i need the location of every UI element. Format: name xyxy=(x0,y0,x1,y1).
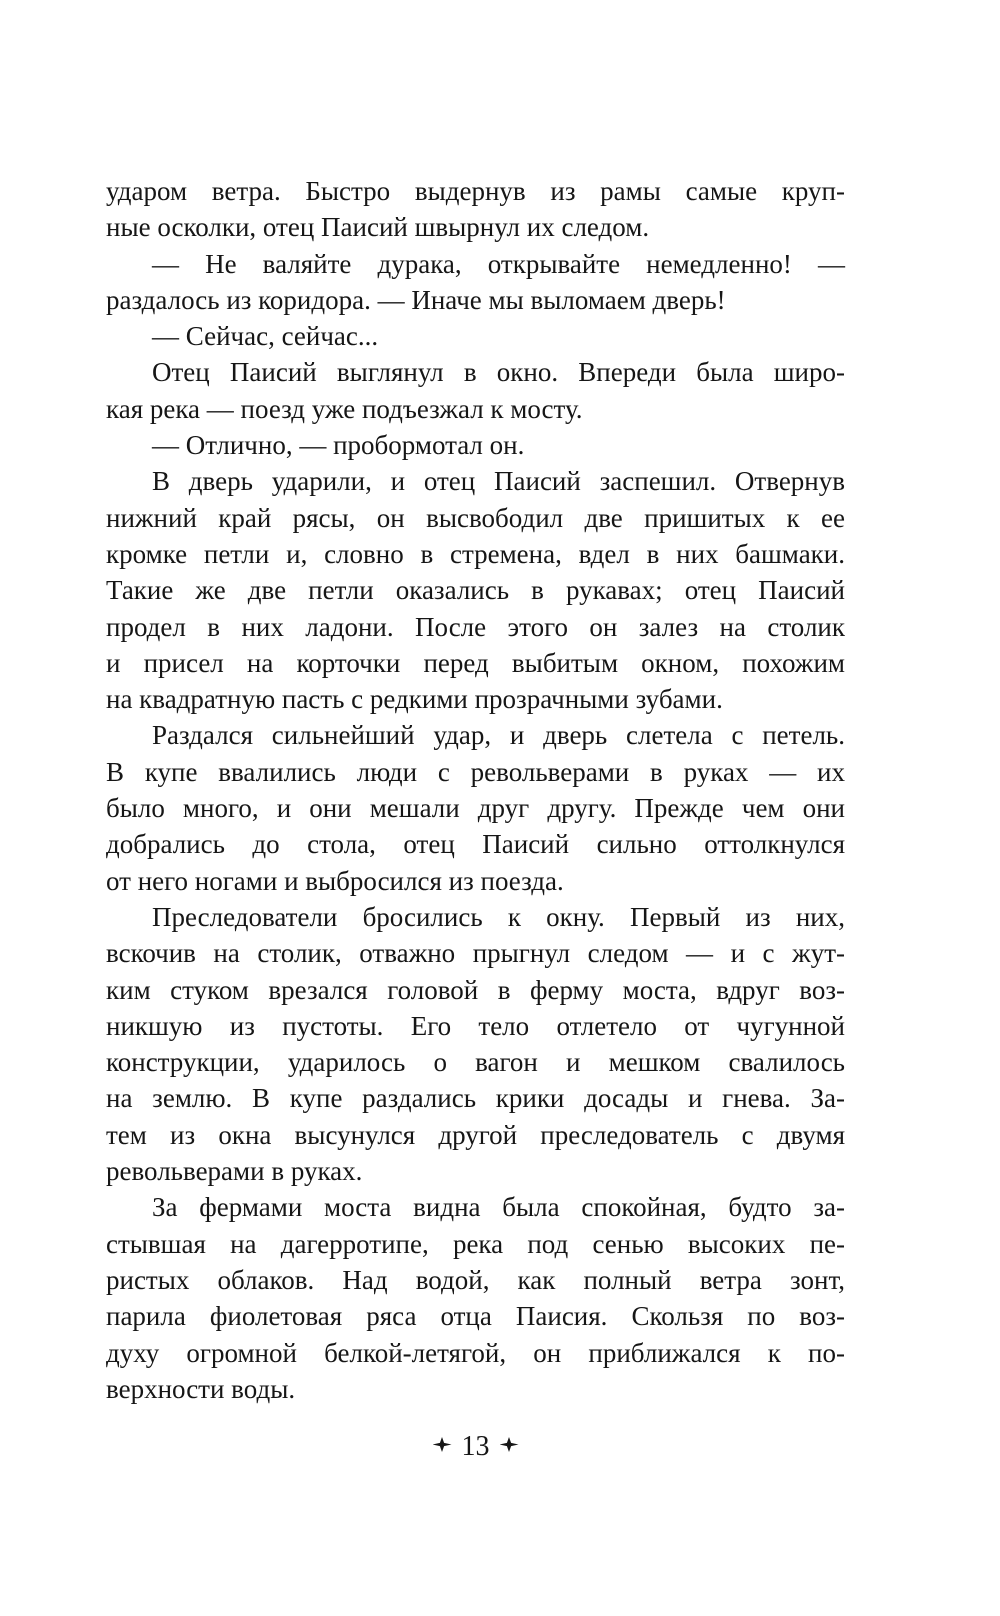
text-line: духу огромной белкой-летягой, он приближался к по- xyxy=(106,1337,845,1368)
text-line: добрались до стола, отец Паисий сильно оттолкнулся xyxy=(106,829,845,860)
text-line: — Сейчас, сейчас... xyxy=(152,321,379,352)
text-line: — Не валяйте дурака, открывайте немедленно! — xyxy=(152,248,845,279)
text-line: В дверь ударили, и отец Паисий заспешил. Отвернув xyxy=(152,466,845,497)
text-line: от него ногами и выбросился из поезда. xyxy=(106,865,564,896)
text-line: — Отлично, — пробормотал он. xyxy=(152,430,525,461)
text-line: ударом ветра. Быстро выдернув из рамы самые круп- xyxy=(106,176,845,206)
text-line: кромке петли и, словно в стремена, вдел в них башмаки. xyxy=(106,538,845,569)
text-line: стывшая на дагерротипе, река под сенью высоких пе- xyxy=(106,1228,845,1259)
four-pointed-star-icon xyxy=(500,1437,519,1452)
text-line: ким стуком врезался головой в ферму моста, вдруг воз- xyxy=(106,974,845,1005)
text-line: За фермами моста видна была спокойная, будто за- xyxy=(152,1192,845,1223)
text-line: никшую из пустоты. Его тело отлетело от чугунной xyxy=(106,1010,845,1041)
four-pointed-star-icon xyxy=(433,1437,452,1452)
page-number: 13 xyxy=(461,1431,490,1462)
paragraph xyxy=(106,318,845,354)
text-line: было много, и они мешали друг другу. Прежде чем они xyxy=(106,793,845,824)
text-line: тем из окна высунулся другой преследователь с двумя xyxy=(106,1119,845,1150)
text-line: ные осколки, отец Паисий швырнул их следом. xyxy=(106,212,650,243)
body-text xyxy=(106,173,845,1407)
text-line: конструкции, ударилось о вагон и мешком свалилось xyxy=(106,1047,845,1078)
text-line: раздалось из коридора. — Иначе мы выломаем дверь! xyxy=(106,284,726,315)
paragraph xyxy=(106,1189,845,1407)
text-line: ристых облаков. Над водой, как полный ветра зонт, xyxy=(106,1264,845,1295)
text-line: револьверами в руках. xyxy=(106,1156,363,1187)
paragraph xyxy=(106,246,845,319)
text-line: нижний край рясы, он высвободил две пришитых к ее xyxy=(106,502,845,533)
text-line: на землю. В купе раздались крики досады и гнева. За- xyxy=(106,1083,845,1114)
text-line: кая река — поезд уже подъезжал к мосту. xyxy=(106,393,583,424)
text-line: парила фиолетовая ряса отца Паисия. Скользя по воз- xyxy=(106,1301,845,1332)
text-line: Такие же две петли оказались в рукавах; отец Паисий xyxy=(106,575,845,606)
text-line: верхности воды. xyxy=(106,1373,296,1404)
paragraph xyxy=(106,899,845,1189)
paragraph xyxy=(106,717,845,898)
paragraph xyxy=(106,427,845,463)
text-line: Преследователи бросились к окну. Первый из них, xyxy=(152,901,845,932)
text-line: Отец Паисий выглянул в окно. Впереди была широ- xyxy=(152,357,845,388)
paragraph xyxy=(106,354,845,427)
paragraph xyxy=(106,463,845,717)
page-footer xyxy=(106,1429,845,1469)
text-line: и присел на корточки перед выбитым окном, похожим xyxy=(106,647,845,678)
text-line: на квадратную пасть с редкими прозрачными зубами. xyxy=(106,684,723,715)
text-line: В купе ввалились люди с револьверами в руках — их xyxy=(106,756,845,787)
text-line: Раздался сильнейший удар, и дверь слетела с петель. xyxy=(152,720,845,751)
text-line: вскочив на столик, отважно прыгнул следом — и с жут- xyxy=(106,938,845,969)
text-line: продел в них ладони. После этого он залез на столик xyxy=(106,611,845,642)
paragraph xyxy=(106,173,845,246)
